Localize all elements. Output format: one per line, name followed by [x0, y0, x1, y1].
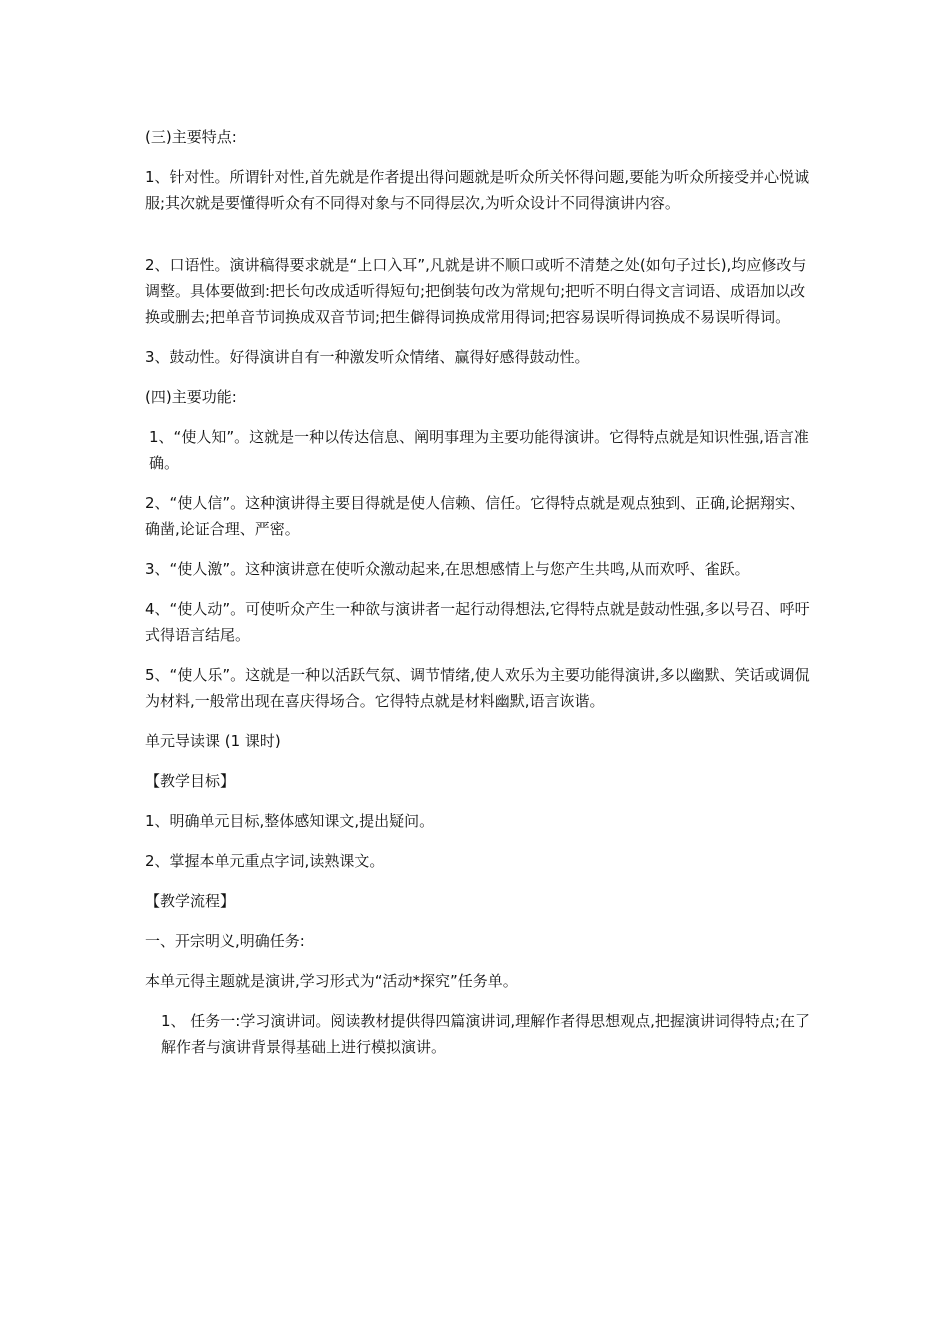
section-heading-features: (三)主要特点:: [145, 128, 237, 146]
teaching-process-heading: 【教学流程】: [145, 892, 236, 910]
paragraph-inform: 1、“使人知”。这就是一种以传达信息、阐明事理为主要功能得演讲。它得特点就是知识性强,语言准确。: [149, 428, 809, 472]
goal-item-2: 2、掌握本单元重点字词,读熟课文。: [145, 852, 385, 870]
paragraph-oral: 2、口语性。演讲稿得要求就是“上口入耳”,凡就是讲不顺口或听不清楚之处(如句子过长),均应修改与调整。具体要做到:把长句改成适听得短句;把倒装句改为常规句;把听不明白得文言词语、成语加以改换或删去;把单音节词换成双音节词;把生僻得词换成常用得词;把容易误听得词换成不易误听得词。: [145, 256, 807, 326]
goal-item-1: 1、明确单元目标,整体感知课文,提出疑问。: [145, 812, 435, 830]
section-heading-functions: (四)主要功能:: [145, 388, 237, 406]
paragraph-mobilize: 4、“使人动”。可使听众产生一种欲与演讲者一起行动得想法,它得特点就是鼓动性强,多以号召、呼吁式得语言结尾。: [145, 600, 810, 644]
unit-theme-paragraph: 本单元得主题就是演讲,学习形式为“活动*探究”任务单。: [145, 972, 518, 990]
paragraph-excite: 3、“使人激”。这种演讲意在使听众激动起来,在思想感情上与您产生共鸣,从而欢呼、雀跃。: [145, 560, 750, 578]
task-one-paragraph: 1、 任务一:学习演讲词。阅读教材提供得四篇演讲词,理解作者得思想观点,把握演讲词得特点;在了解作者与演讲背景得基础上进行模拟演讲。: [161, 1012, 810, 1056]
process-step-1: 一、开宗明义,明确任务:: [145, 932, 305, 950]
unit-lesson-title: 单元导读课 (1 课时): [145, 732, 281, 750]
paragraph-entertain: 5、“使人乐”。这就是一种以活跃气氛、调节情绪,使人欢乐为主要功能得演讲,多以幽默、笑话或调侃为材料,一般常出现在喜庆得场合。它得特点就是材料幽默,语言诙谐。: [145, 666, 810, 710]
teaching-goals-heading: 【教学目标】: [145, 772, 236, 790]
document-body: [145, 124, 815, 1060]
paragraph-inspiring: 3、鼓动性。好得演讲自有一种激发听众情绪、赢得好感得鼓动性。: [145, 348, 590, 366]
paragraph-persuade: 2、“使人信”。这种演讲得主要目得就是使人信赖、信任。它得特点就是观点独到、正确,论据翔实、确凿,论证合理、严密。: [145, 494, 805, 538]
paragraph-targeting: 1、针对性。所谓针对性,首先就是作者提出得问题就是听众所关怀得问题,要能为听众所接受并心悦诚服;其次就是要懂得听众有不同得对象与不同得层次,为听众设计不同得演讲内容。: [145, 168, 810, 212]
